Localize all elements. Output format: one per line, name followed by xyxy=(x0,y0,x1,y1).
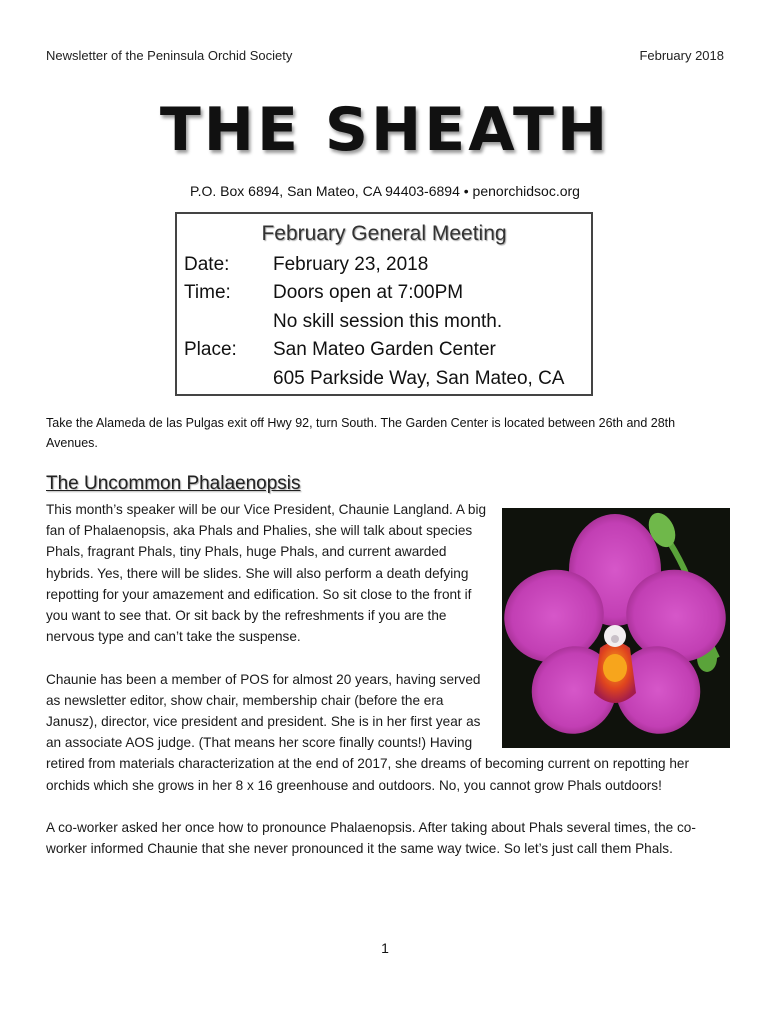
date-value: February 23, 2018 xyxy=(273,254,429,275)
place-line-2: 605 Parkside Way, San Mateo, CA xyxy=(273,368,565,389)
society-address: P.O. Box 6894, San Mateo, CA 94403-6894 • penorchidsoc.org xyxy=(190,183,580,199)
article-title: The Uncommon Phalaenopsis xyxy=(46,473,301,494)
issue-date: February 2018 xyxy=(639,48,724,63)
page-number: 1 xyxy=(381,940,389,956)
date-label: Date: xyxy=(184,254,230,275)
place-label: Place: xyxy=(184,339,237,360)
article-paragraph: This month’s speaker will be our Vice President, Chaunie Langland. A big fan of Phalaenopsis, aka Phals and Phalies, she will talk about species Phals, fragrant Phals, tiny Phals, huge Phals, and current awarded hybrids. Yes, there will be slides. She will also perform a death defying repotting for your amazement and edification. So sit close to the front if you want to see that. Or sit back by the refreshments if you are the nervous type and can’t take the suspense. xyxy=(46,502,487,645)
article-body xyxy=(46,499,732,881)
article-paragraph: A co-worker asked her once how to pronounce Phalaenopsis. After taking about Phals several times, the co-worker informed Chaunie that she never pronounced it the same way twice. So let’s just call them Phals. xyxy=(46,820,696,857)
time-value: Doors open at 7:00PM xyxy=(273,282,464,303)
article-paragraph: Chaunie has been a member of POS for almost 20 years, having served as newsletter editor, show chair, membership chair (before the era Janusz), director, vice president and president. She is in her first year as an associate AOS judge. (That means her score finally counts!) Having retired from materials characterization at the end of 2017, she dreams of becoming current on repotting her orchids which she grows in her 8 x 16 greenhouse and outdoors. No, you cannot grow Phals outdoors! xyxy=(46,671,690,793)
time-label: Time: xyxy=(184,282,231,303)
phalaenopsis-flower-image xyxy=(502,508,730,748)
directions-text: Take the Alameda de las Pulgas exit off Hwy 92, turn South. The Garden Center is located between 26th and 28th Avenues. xyxy=(46,416,676,450)
meeting-info-box xyxy=(175,212,593,396)
newsletter-subtitle: Newsletter of the Peninsula Orchid Society xyxy=(46,48,293,63)
place-line-1: San Mateo Garden Center xyxy=(273,339,496,360)
meeting-heading: February General Meeting xyxy=(261,222,507,245)
time-note: No skill session this month. xyxy=(273,311,503,332)
orchid-photo xyxy=(502,508,730,748)
newsletter-title: THE SHEATH xyxy=(159,95,611,165)
